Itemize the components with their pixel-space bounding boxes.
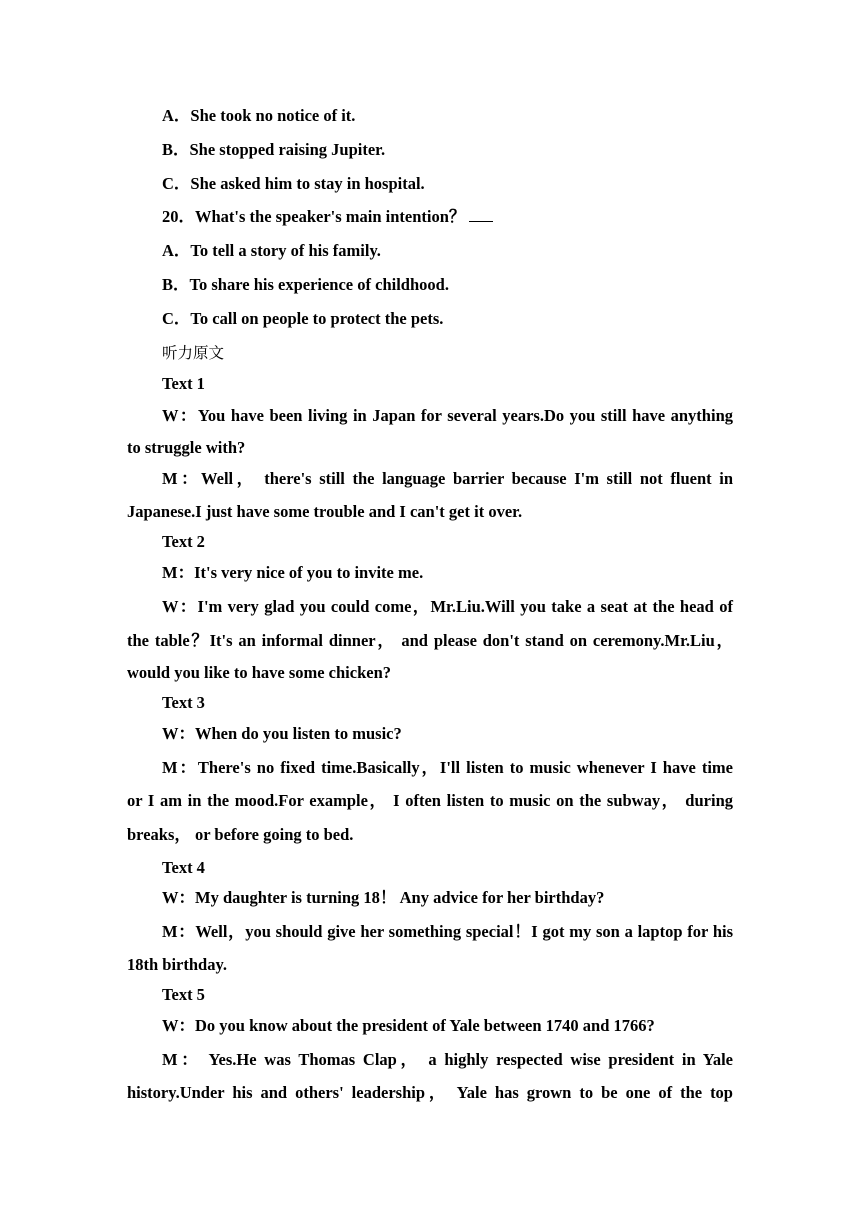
text2-title: Text 2 — [162, 532, 205, 551]
q19-option-c: C．She asked him to stay in hospital. — [162, 174, 425, 193]
answer-blank — [469, 207, 493, 222]
text3-man-line3: breaks， or before going to bed. — [127, 825, 354, 844]
text2-woman-line3: would you like to have some chicken? — [127, 663, 392, 682]
transcript-heading: 听力原文 — [162, 344, 225, 362]
q20-option-c: C．To call on people to protect the pets. — [162, 309, 444, 328]
text1-man-line2: Japanese.I just have some trouble and I can't get it over. — [127, 502, 523, 521]
text5-title: Text 5 — [162, 985, 205, 1004]
text1-title: Text 1 — [162, 374, 205, 393]
text2-woman-line1: W：I'm very glad you could come，Mr.Liu.Will you take a seat at the head of — [162, 597, 733, 616]
text1-woman-line1: W：You have been living in Japan for several years.Do you still have anything — [162, 406, 733, 425]
text2-woman-line2: the table？It's an informal dinner， and please don't stand on ceremony.Mr.Liu， — [127, 631, 733, 650]
text3-man-line2: or I am in the mood.For example， I often listen to music on the subway， during — [127, 791, 733, 810]
q19-option-a: A．She took no notice of it. — [162, 106, 356, 125]
text5-woman: W：Do you know about the president of Yale between 1740 and 1766? — [162, 1016, 655, 1035]
text4-man-line1: M：Well，you should give her something special！I got my son a laptop for his — [162, 922, 733, 941]
text4-man-line2: 18th birthday. — [127, 955, 227, 974]
text4-title: Text 4 — [162, 858, 205, 877]
q20-question — [162, 206, 733, 228]
text3-woman: W：When do you listen to music? — [162, 724, 402, 743]
text3-title: Text 3 — [162, 693, 205, 712]
text2-man: M：It's very nice of you to invite me. — [162, 563, 424, 582]
text5-man-line2: history.Under his and others' leadership， Yale has grown to be one of the top — [127, 1083, 733, 1102]
q20-question-text: 20．What's the speaker's main intention？ — [162, 207, 466, 226]
text5-man-line1: M： Yes.He was Thomas Clap， a highly respected wise president in Yale — [162, 1050, 733, 1069]
q20-option-a: A．To tell a story of his family. — [162, 241, 381, 260]
text1-man-line1: M：Well， there's still the language barrier because I'm still not fluent in — [162, 469, 733, 488]
q20-option-b: B．To share his experience of childhood. — [162, 275, 449, 294]
q19-option-b: B．She stopped raising Jupiter. — [162, 140, 386, 159]
text1-woman-line2: to struggle with? — [127, 438, 246, 457]
text3-man-line1: M：There's no fixed time.Basically，I'll listen to music whenever I have time — [162, 758, 733, 777]
text4-woman: W：My daughter is turning 18！ Any advice for her birthday? — [162, 888, 605, 907]
